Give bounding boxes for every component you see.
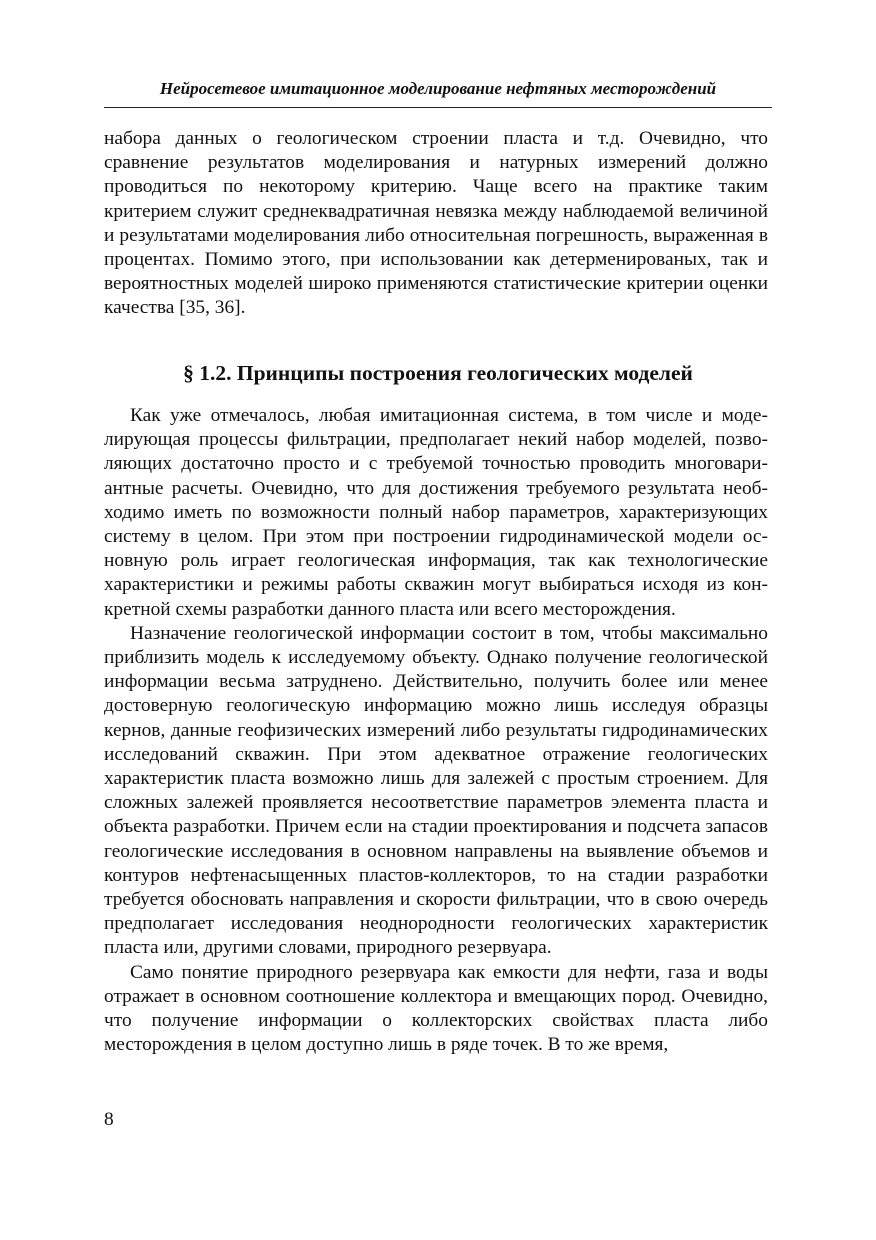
running-head-title: Нейросетевое имитационное моделирование нефтяных месторождений — [159, 79, 717, 98]
header-rule — [104, 107, 772, 108]
paragraph-1: Как уже отмечалось, любая имитационная система, в том числе и моделирующая процессы фильтрации, предполагает некий набор моделей, позволяющих достаточно просто и с требуемой точностью проводить многовариантные расчеты. Очевидно, что для достижения требуемого результата необходимо иметь по возможности полный набор параметров, характеризующих систему в целом. При этом при построении гидродинамической модели основную роль играет геологическая информация, так как технологические характеристики и режимы работы скважин могут выбираться исходя из конкретной схемы разработки данного пласта или всего месторождения. — [104, 405, 768, 620]
paragraph-3: Само понятие природного резервуара как емкости для нефти, газа и воды отражает в основном соотношение коллектора и вмещающих пород. Очевидно, что получение информации о коллекторских свойствах пласта либо месторождения в целом доступно лишь в ряде точек. В то же время, — [104, 961, 768, 1056]
intro-paragraph: набора данных о геологическом строении пласта и т.д. Очевидно, что сравнение результатов моделирования и натурных измерений должно проводиться по некоторому критерию. Чаще всего на практике таким критерием служит среднеквадратичная невязка между наблюдаемой величиной и результатами моделирования либо относительная погрешность, выраженная в процентах. Помимо этого, при использовании как детерменированых, так и вероятностных моделей широко применяются статистические критерии оценки качества [35, 36]. — [104, 128, 768, 319]
page-number: 8 — [104, 1109, 114, 1130]
section-body — [104, 404, 768, 1057]
paragraph-2: Назначение геологической информации состоит в том, чтобы максимально приблизить модель к исследуемому объекту. Однако получение геологической информации весьма затруднено. Действительно, получить более или менее достоверную геологическую информацию можно лишь исследуя образцы кернов, данные геофизических измерений либо результаты гидродинамических исследований скважин. При этом адекватное отражение геологических характеристик пласта возможно лишь для залежей с простым строением. Для сложных залежей проявляется несоответствие параметров элемента пласта и объекта разработки. Причем если на стадии проектирования и подсчета запасов геологические исследования в основном направлены на выявление объемов и контуров нефтенасыщенных пластов-коллекторов, то на стадии разработки требуется обосновать направления и скорости фильтрации, что в свою очередь предполагает исследования неоднородности геологических характеристик пласта или, другими словами, природного резервуара. — [104, 622, 768, 959]
intro-text-block — [104, 127, 768, 321]
section-title: § 1.2. Принципы построения геологических моделей — [183, 361, 693, 385]
